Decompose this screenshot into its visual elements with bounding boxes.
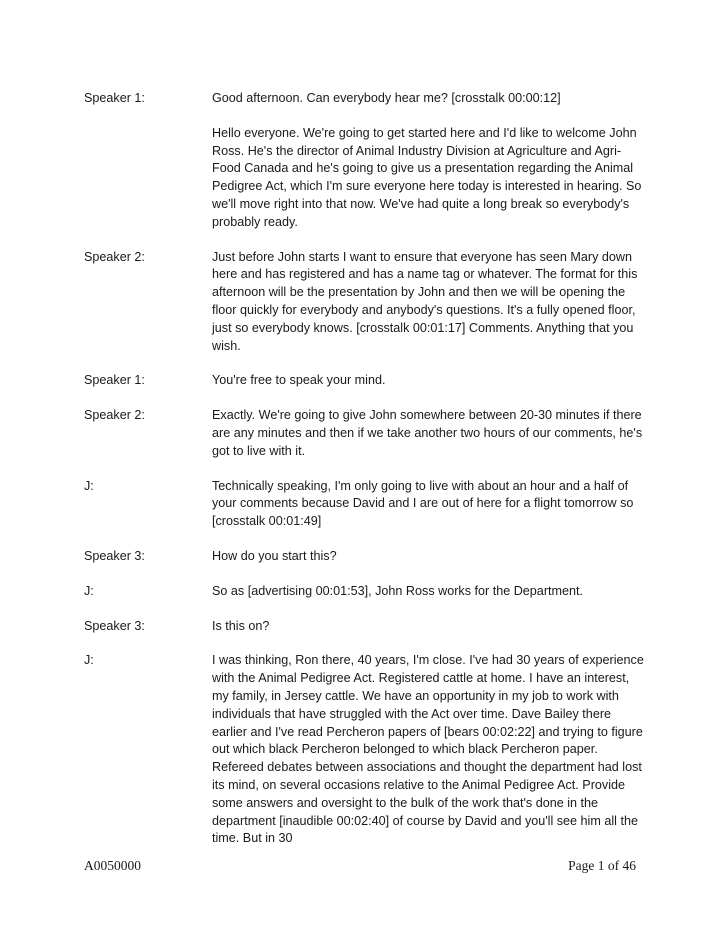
speaker-label: Speaker 1: <box>84 373 145 388</box>
speaker-label: J: <box>84 478 94 493</box>
speech-content <box>212 478 644 531</box>
speech-paragraph: How do you start this? <box>212 548 337 563</box>
transcript-entry <box>84 652 644 848</box>
transcript-entry <box>84 90 644 232</box>
speech-content <box>212 548 644 566</box>
page-footer <box>84 858 636 874</box>
page-number: Page 1 of 46 <box>568 858 636 873</box>
speech-paragraph: Just before John starts I want to ensure that everyone has seen Mary down here and has registered and has a name tag or whatever. The format for this afternoon will be the presentation by John and then we will be opening the floor quickly for everybody and anybody's questions. It's a fully opened floor, just so everybody knows. [crosstalk 00:01:17] Comments. Anything that you wish. <box>212 249 638 353</box>
transcript-entry <box>84 548 644 566</box>
speech-content <box>212 249 644 356</box>
speaker-label: J: <box>84 653 94 668</box>
document-id: A0050000 <box>84 858 141 873</box>
transcript-entry <box>84 407 644 460</box>
speech-content <box>212 652 644 848</box>
transcript-entry <box>84 478 644 531</box>
speech-paragraph: Hello everyone. We're going to get started here and I'd like to welcome John Ross. He's the director of Animal Industry Division at Agriculture and Agri-Food Canada and he's going to give us a presentation regarding the Animal Pedigree Act, which I'm sure everyone here today is interested in hearing. So we'll move right into that now. We've had quite a long break so everybody's probably ready. <box>212 125 642 229</box>
speech-paragraph: So as [advertising 00:01:53], John Ross works for the Department. <box>212 583 584 598</box>
speaker-label: Speaker 2: <box>84 408 145 423</box>
speech-content <box>212 90 644 232</box>
speech-content <box>212 372 644 390</box>
speaker-label: J: <box>84 583 94 598</box>
speech-paragraph: You're free to speak your mind. <box>212 373 386 388</box>
speaker-label: Speaker 3: <box>84 618 145 633</box>
transcript-entry <box>84 249 644 356</box>
speech-paragraph: Exactly. We're going to give John somewhere between 20-30 minutes if there are any minutes and then if we take another two hours of our comments, he's got to live with it. <box>212 408 643 458</box>
speech-content <box>212 618 644 636</box>
speaker-label: Speaker 3: <box>84 548 145 563</box>
speech-content <box>212 583 644 601</box>
transcript-entry <box>84 583 644 601</box>
speaker-label: Speaker 2: <box>84 249 145 264</box>
transcript-entry <box>84 372 644 390</box>
speech-paragraph: Technically speaking, I'm only going to live with about an hour and a half of your comments because David and I are out of here for a flight tomorrow so [crosstalk 00:01:49] <box>212 478 634 529</box>
speech-content <box>212 407 644 460</box>
speech-paragraph: I was thinking, Ron there, 40 years, I'm close. I've had 30 years of experience with the Animal Pedigree Act. Registered cattle at home. I have an interest, my family, in Jersey cattle. We have an opportunity in my job to work with individuals that have struggled with the Act over time. Dave Bailey there earlier and I've read Percheron papers of [bears 00:02:22] and trying to figure out which black Percheron belonged to which black Percheron paper. Refereed debates between associations and thought the department had lost its mind, on several occasions relative to the Animal Pedigree Act. Provide some answers and oversight to the bulk of the work that's done in the department [inaudible 00:02:40] of course by David and you'll see him all the time. But in 30 <box>212 653 644 846</box>
speaker-label: Speaker 1: <box>84 91 145 105</box>
speech-paragraph: Good afternoon. Can everybody hear me? [crosstalk 00:00:12] <box>212 91 561 105</box>
speech-paragraph: Is this on? <box>212 618 270 633</box>
transcript-entry <box>84 618 644 636</box>
transcript <box>84 90 644 865</box>
